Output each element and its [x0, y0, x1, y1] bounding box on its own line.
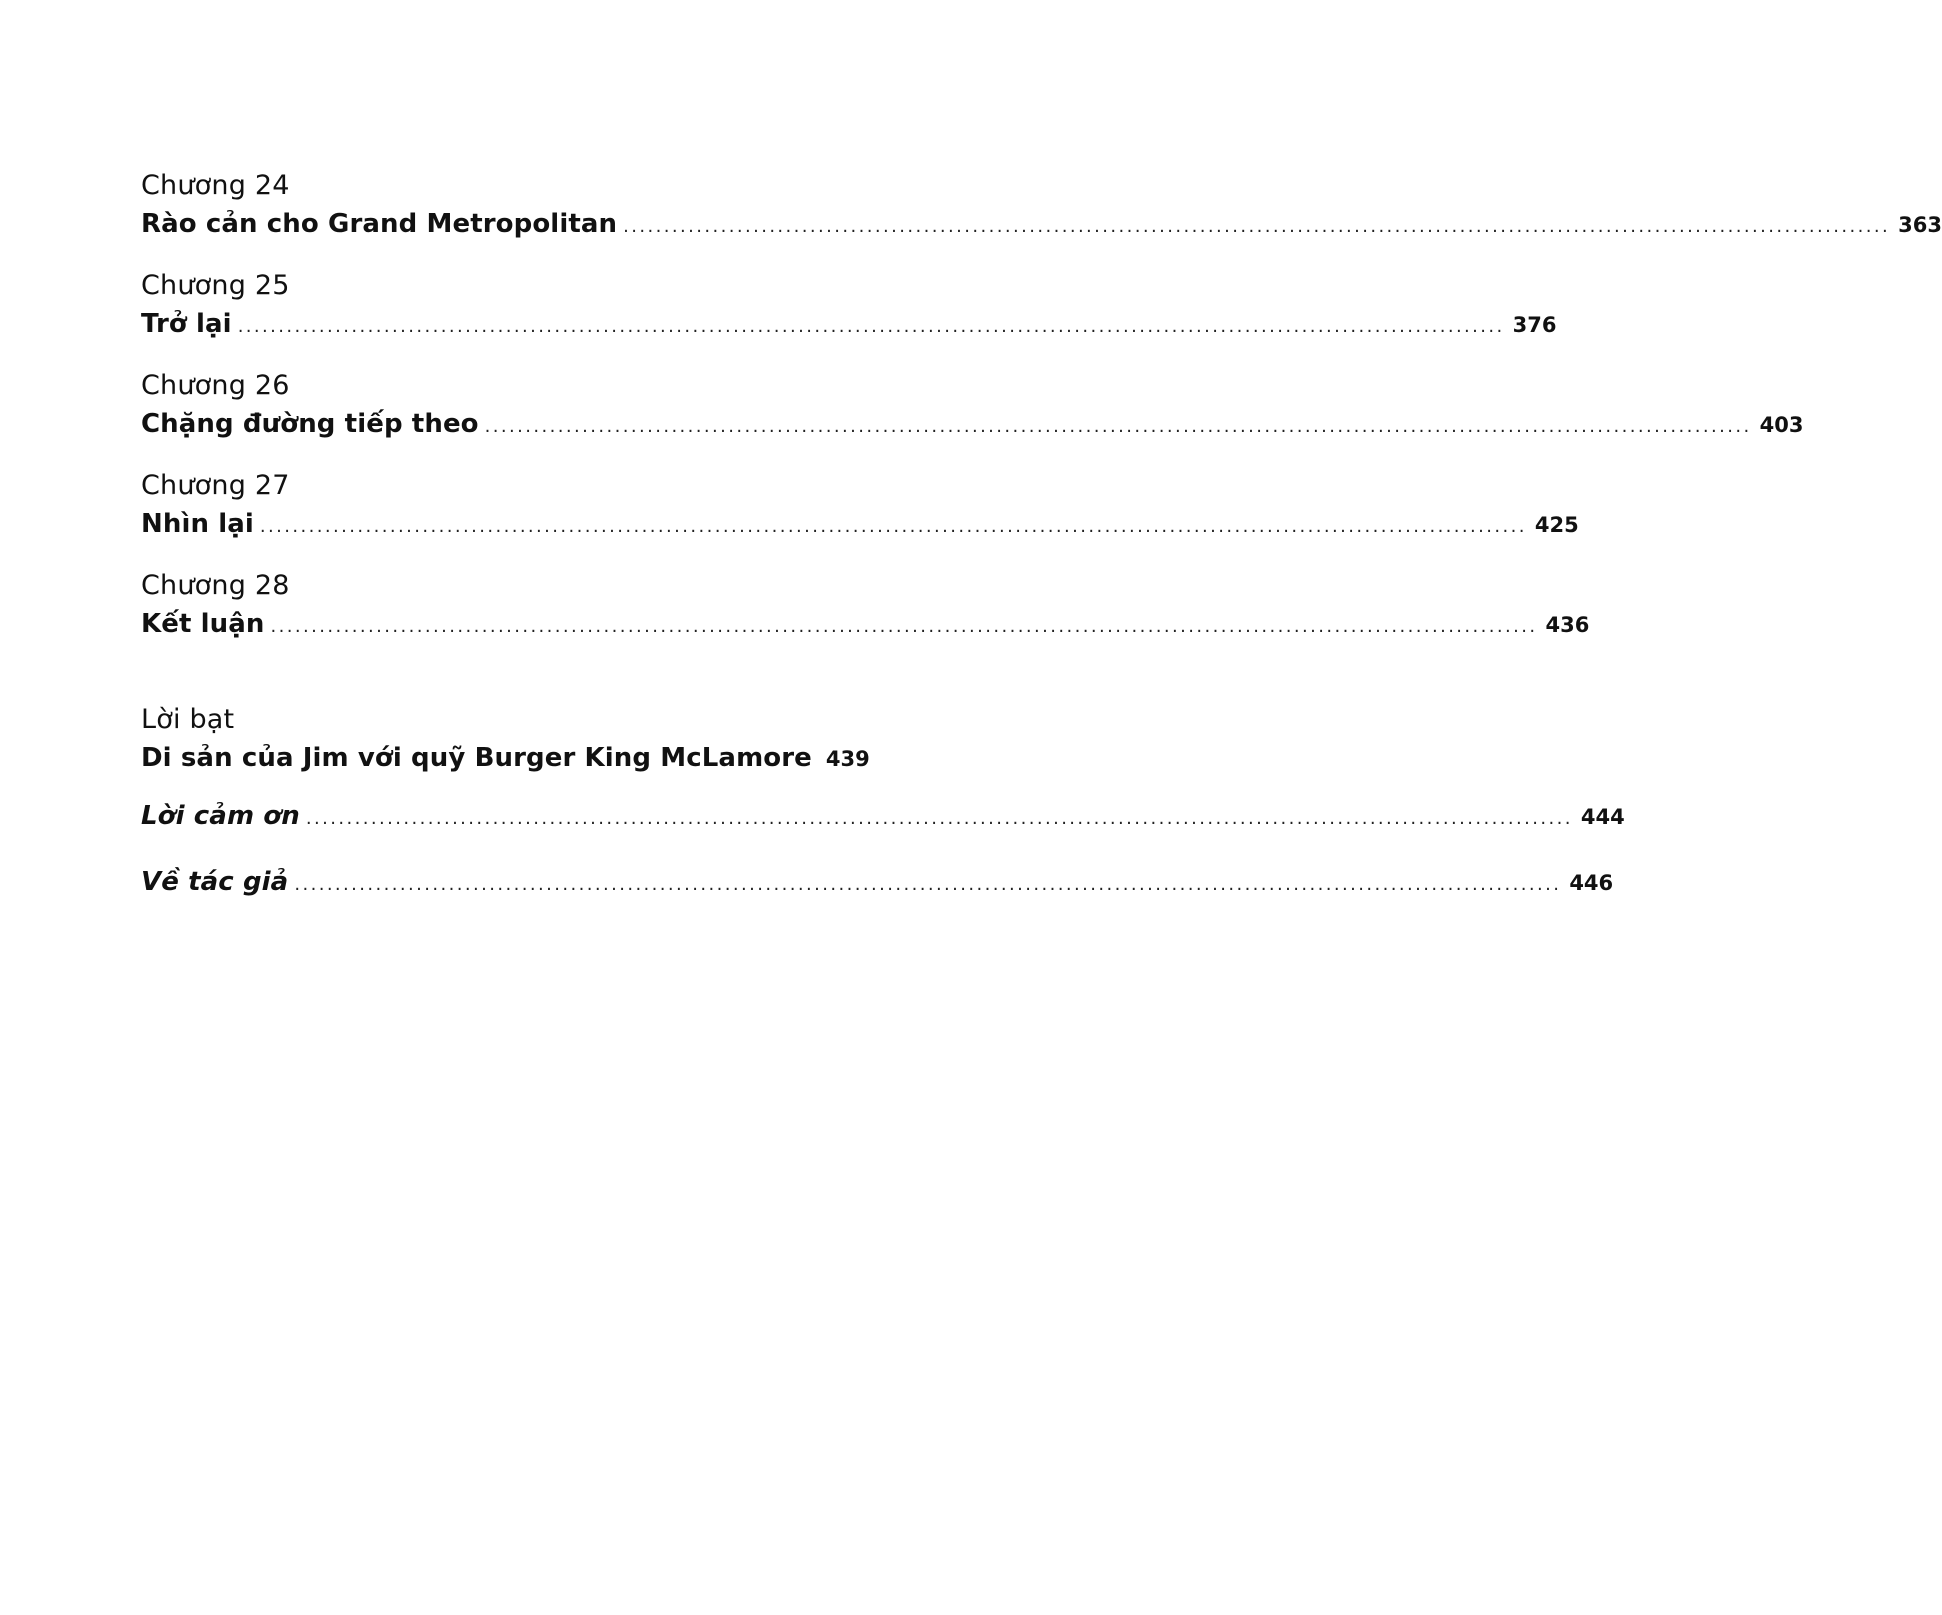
- acknowledgements-title: Lời cảm ơn: [141, 801, 300, 831]
- chapter-title: Trở lại: [141, 309, 232, 339]
- chapter-label: Chương 28: [141, 570, 290, 601]
- toc-line: [141, 504, 1579, 544]
- dot-leader: ............................................................................................................................................................: [294, 874, 1562, 895]
- toc-line: [141, 738, 870, 778]
- toc-entry-chapter-28[interactable]: [141, 568, 1590, 644]
- dot-leader: ............................................................................................................................................................: [270, 616, 1538, 637]
- page-number: 403: [1759, 413, 1804, 437]
- afterword-title: Di sản của Jim với quỹ Burger King McLamore: [141, 743, 812, 773]
- toc-entry-acknowledgements[interactable]: [141, 796, 1625, 836]
- dot-leader: ............................................................................................................................................................: [237, 316, 1505, 337]
- dot-leader: ............................................................................................................................................................: [623, 216, 1891, 237]
- page-number: 444: [1580, 805, 1625, 829]
- toc-entry-chapter-26[interactable]: [141, 368, 1804, 444]
- dot-leader: ............................................................................................................................................................: [259, 516, 1527, 537]
- chapter-label: Chương 25: [141, 270, 290, 301]
- page-number: 446: [1569, 871, 1614, 895]
- toc-entry-chapter-27[interactable]: [141, 468, 1579, 544]
- dot-leader: ............................................................................................................................................................: [484, 416, 1752, 437]
- page-number: 425: [1534, 513, 1579, 537]
- about-author-title: Về tác giả: [141, 867, 289, 897]
- page-number: 376: [1512, 313, 1557, 337]
- table-of-contents: [141, 168, 1942, 902]
- page-number: 436: [1545, 613, 1590, 637]
- dot-leader: ............................................................................................................................................................: [305, 808, 1573, 829]
- chapter-title: Nhìn lại: [141, 509, 254, 539]
- page-number: 439: [825, 747, 870, 771]
- toc-entry-afterword[interactable]: [141, 702, 870, 778]
- toc-entry-about-author[interactable]: [141, 862, 1614, 902]
- toc-entry-chapter-25[interactable]: [141, 268, 1557, 344]
- toc-line: [141, 604, 1590, 644]
- toc-line: [141, 204, 1942, 244]
- chapter-label: Chương 26: [141, 370, 290, 401]
- chapter-title: Kết luận: [141, 609, 265, 639]
- toc-entry-chapter-24[interactable]: [141, 168, 1942, 244]
- page-number: 363: [1898, 213, 1942, 237]
- chapter-label: Chương 24: [141, 170, 290, 201]
- toc-line: [141, 796, 1625, 836]
- afterword-label: Lời bạt: [141, 704, 235, 735]
- chapter-title: Chặng đường tiếp theo: [141, 409, 479, 439]
- toc-line: [141, 404, 1804, 444]
- toc-line: [141, 862, 1614, 902]
- toc-line: [141, 304, 1557, 344]
- chapter-label: Chương 27: [141, 470, 290, 501]
- chapter-title: Rào cản cho Grand Metropolitan: [141, 209, 618, 239]
